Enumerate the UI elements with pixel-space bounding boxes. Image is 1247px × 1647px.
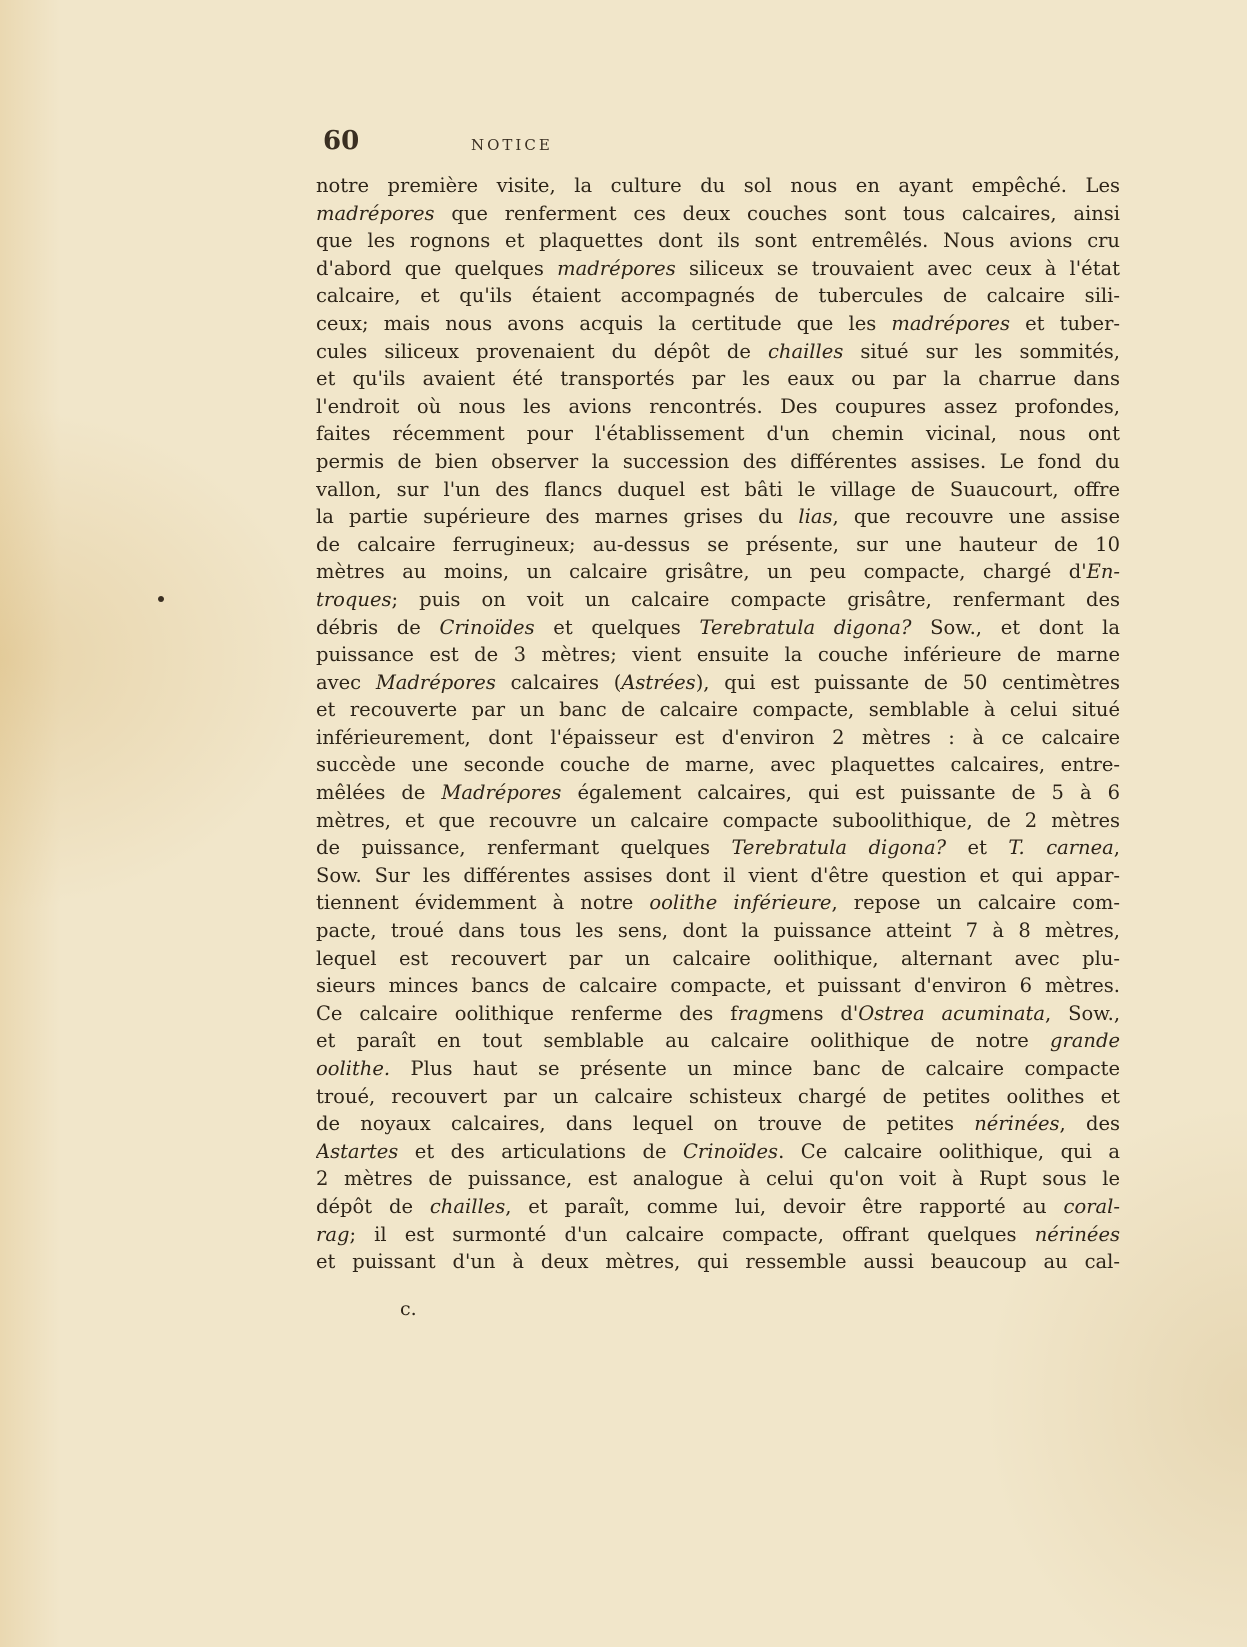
text-line: faites récemment pour l'établissement d'un chemin vicinal, nous ont <box>316 422 1120 446</box>
text-line: Sow. Sur les différentes assises dont il vient d'être question et qui appar- <box>316 863 1120 887</box>
text-line: d'abord que quelques madrépores siliceux se trouvaient avec ceux à l'état <box>316 256 1120 280</box>
text-line: et puissant d'un à deux mètres, qui ressemble aussi beaucoup au cal- <box>316 1250 1120 1274</box>
text-line: puissance est de 3 mètres; vient ensuite la couche inférieure de marne <box>316 643 1120 667</box>
text-line: et qu'ils avaient été transportés par les eaux ou par la charrue dans <box>316 367 1120 391</box>
text-line: l'endroit où nous les avions rencontrés. Des coupures assez profondes, <box>316 394 1120 418</box>
text-line: pacte, troué dans tous les sens, dont la puissance atteint 7 à 8 mètres, <box>316 919 1120 943</box>
text-line: inférieurement, dont l'épaisseur est d'environ 2 mètres : à ce calcaire <box>316 725 1120 749</box>
text-line: succède une seconde couche de marne, avec plaquettes calcaires, entre- <box>316 753 1120 777</box>
page-number: 60 <box>323 126 360 156</box>
running-title: NOTICE <box>471 136 553 154</box>
running-head <box>323 126 1133 156</box>
text-line: et recouverte par un banc de calcaire compacte, semblable à celui situé <box>316 698 1120 722</box>
text-line: que les rognons et plaquettes dont ils sont entremêlés. Nous avions cru <box>316 229 1120 253</box>
text-line: de calcaire ferrugineux; au-dessus se présente, sur une hauteur de 10 <box>316 532 1120 556</box>
text-line: de puissance, renfermant quelques Terebratula digona? et T. carnea, <box>316 836 1120 860</box>
text-line: oolithe. Plus haut se présente un mince banc de calcaire compacte <box>316 1057 1120 1080</box>
text-line: mêlées de Madrépores également calcaires, qui est puissante de 5 à 6 <box>316 781 1120 805</box>
text-line: de noyaux calcaires, dans lequel on trouve de petites nérinées, des <box>316 1112 1120 1136</box>
text-line: tiennent évidemment à notre oolithe inférieure, repose un calcaire com- <box>316 891 1120 915</box>
text-line: ceux; mais nous avons acquis la certitude que les madrépores et tuber- <box>316 311 1120 335</box>
text-line: cules siliceux provenaient du dépôt de chailles situé sur les sommités, <box>316 339 1120 363</box>
text-line: permis de bien observer la succession des différentes assises. Le fond du <box>316 449 1120 473</box>
body-text <box>316 172 1120 1276</box>
text-line: mètres, et que recouvre un calcaire compacte suboolithique, de 2 mètres <box>316 808 1120 832</box>
margin-mark <box>158 596 164 602</box>
text-line: vallon, sur l'un des flancs duquel est bâti le village de Suaucourt, offre <box>316 477 1120 501</box>
text-line: débris de Crinoïdes et quelques Terebratula digona? Sow., et dont la <box>316 615 1120 639</box>
text-line: notre première visite, la culture du sol nous en ayant empêché. Les <box>316 174 1120 197</box>
text-line: troué, recouvert par un calcaire schisteux chargé de petites oolithes et <box>316 1084 1120 1108</box>
text-line: Astartes et des articulations de Crinoïdes. Ce calcaire oolithique, qui a <box>316 1139 1120 1163</box>
text-line: 2 mètres de puissance, est analogue à celui qu'on voit à Rupt sous le <box>316 1167 1120 1191</box>
text-line: et paraît en tout semblable au calcaire oolithique de notre grande <box>316 1029 1120 1053</box>
text-line: Ce calcaire oolithique renferme des fragmens d'Ostrea acuminata, Sow., <box>316 1001 1120 1025</box>
text-line: avec Madrépores calcaires (Astrées), qui est puissante de 50 centimètres <box>316 670 1120 694</box>
text-line: dépôt de chailles, et paraît, comme lui, devoir être rapporté au coral- <box>316 1194 1120 1218</box>
text-line: madrépores que renferment ces deux couches sont tous calcaires, ainsi <box>316 201 1120 225</box>
text-line: calcaire, et qu'ils étaient accompagnés de tubercules de calcaire sili- <box>316 284 1120 308</box>
text-line: la partie supérieure des marnes grises du lias, que recouvre une assise <box>316 505 1120 529</box>
text-line: mètres au moins, un calcaire grisâtre, un peu compacte, chargé d'En- <box>316 560 1120 584</box>
text-line: lequel est recouvert par un calcaire oolithique, alternant avec plu- <box>316 946 1120 970</box>
text-line: sieurs minces bancs de calcaire compacte, et puissant d'environ 6 mètres. <box>316 974 1120 998</box>
text-line: troques; puis on voit un calcaire compacte grisâtre, renfermant des <box>316 587 1120 611</box>
text-line: rag; il est surmonté d'un calcaire compacte, offrant quelques nérinées <box>316 1222 1120 1246</box>
catchword: c. <box>400 1298 417 1320</box>
